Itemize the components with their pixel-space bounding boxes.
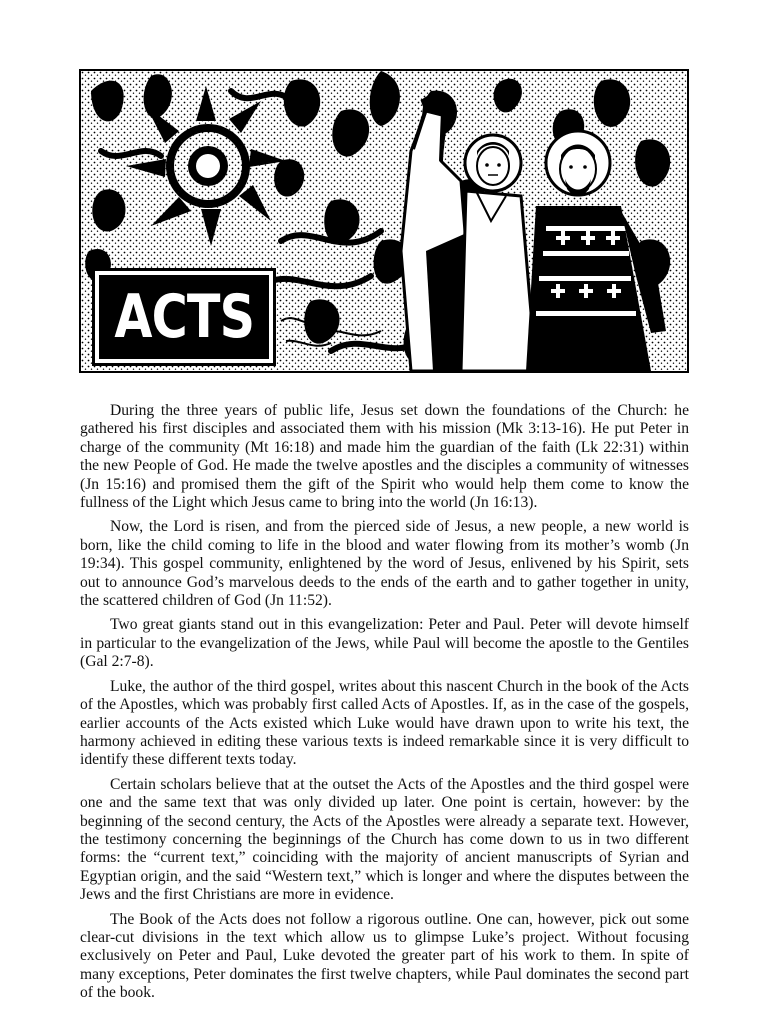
paragraph: During the three years of public life, Jesus set down the foundations of the Church: he gathered his first disciples and associated them with his mission (Mk 3:13-16). He put Peter in charge of the community (Mt 16:18) and made him the guardian of the faith (Lk 22:31) within the new People of God. He made the twelve apostles and the disciples a community of witnesses (Jn 15:16) and promised them the gift of the Spirit who would help them come to know the fullness of the Light which Jesus came to bring into the world (Jn 16:13). [80,402,689,512]
header-illustration [79,69,689,373]
paragraph: The Book of the Acts does not follow a rigorous outline. One can, however, pick out some clear-cut divisions in the text which allow us to glimpse Luke’s project. Without focusing exclusively on Peter and Paul, Luke devoted the greater part of his work to them. In spite of many exceptions, Peter dominates the first twelve chapters, while Paul dominates the second part of the book. [80,910,689,1002]
paragraph: Certain scholars believe that at the outset the Acts of the Apostles and the third gospel were one and the same text that was only divided up later. One point is certain, however: by the beginning of the second century, the Acts of the Apostles were already a separate text. However, the testimony concerning the beginnings of the Church has come down to us in two different forms: the “current text,” coinciding with the majority of ancient manuscripts of Syrian and Egyptian origin, and the said “Western text,” which is longer and where the disputes between the Jews and the first Christians are more in evidence. [80,775,689,904]
paragraph: Now, the Lord is risen, and from the pierced side of Jesus, a new people, a new world is born, like the child coming to life in the blood and water flowing from its mother’s womb (Jn 19:34). This gospel community, enlightened by the word of Jesus, enlivened by his Spirit, sets out to announce God’s marvelous deeds to the ends of the earth and to gather together in unity, the scattered children of God (Jn 11:52). [80,518,689,610]
paragraph: Two great giants stand out in this evangelization: Peter and Paul. Peter will devote himself in particular to the evangelization of the Jews, while Paul will become the apostle to the Gentiles (Gal 2:7-8). [80,616,689,671]
body-text [80,402,689,1009]
page-title: ACTS [114,282,254,352]
paragraph: Luke, the author of the third gospel, writes about this nascent Church in the book of the Acts of the Apostles, which was probably first called Acts of Apostles. If, as in the case of the gospels, earlier accounts of the Acts existed which Luke would have drawn upon to write his text, the harmony achieved in editing these various texts is indeed remarkable since it is very difficult to identify these different texts today. [80,677,689,769]
title-plate [95,271,273,363]
